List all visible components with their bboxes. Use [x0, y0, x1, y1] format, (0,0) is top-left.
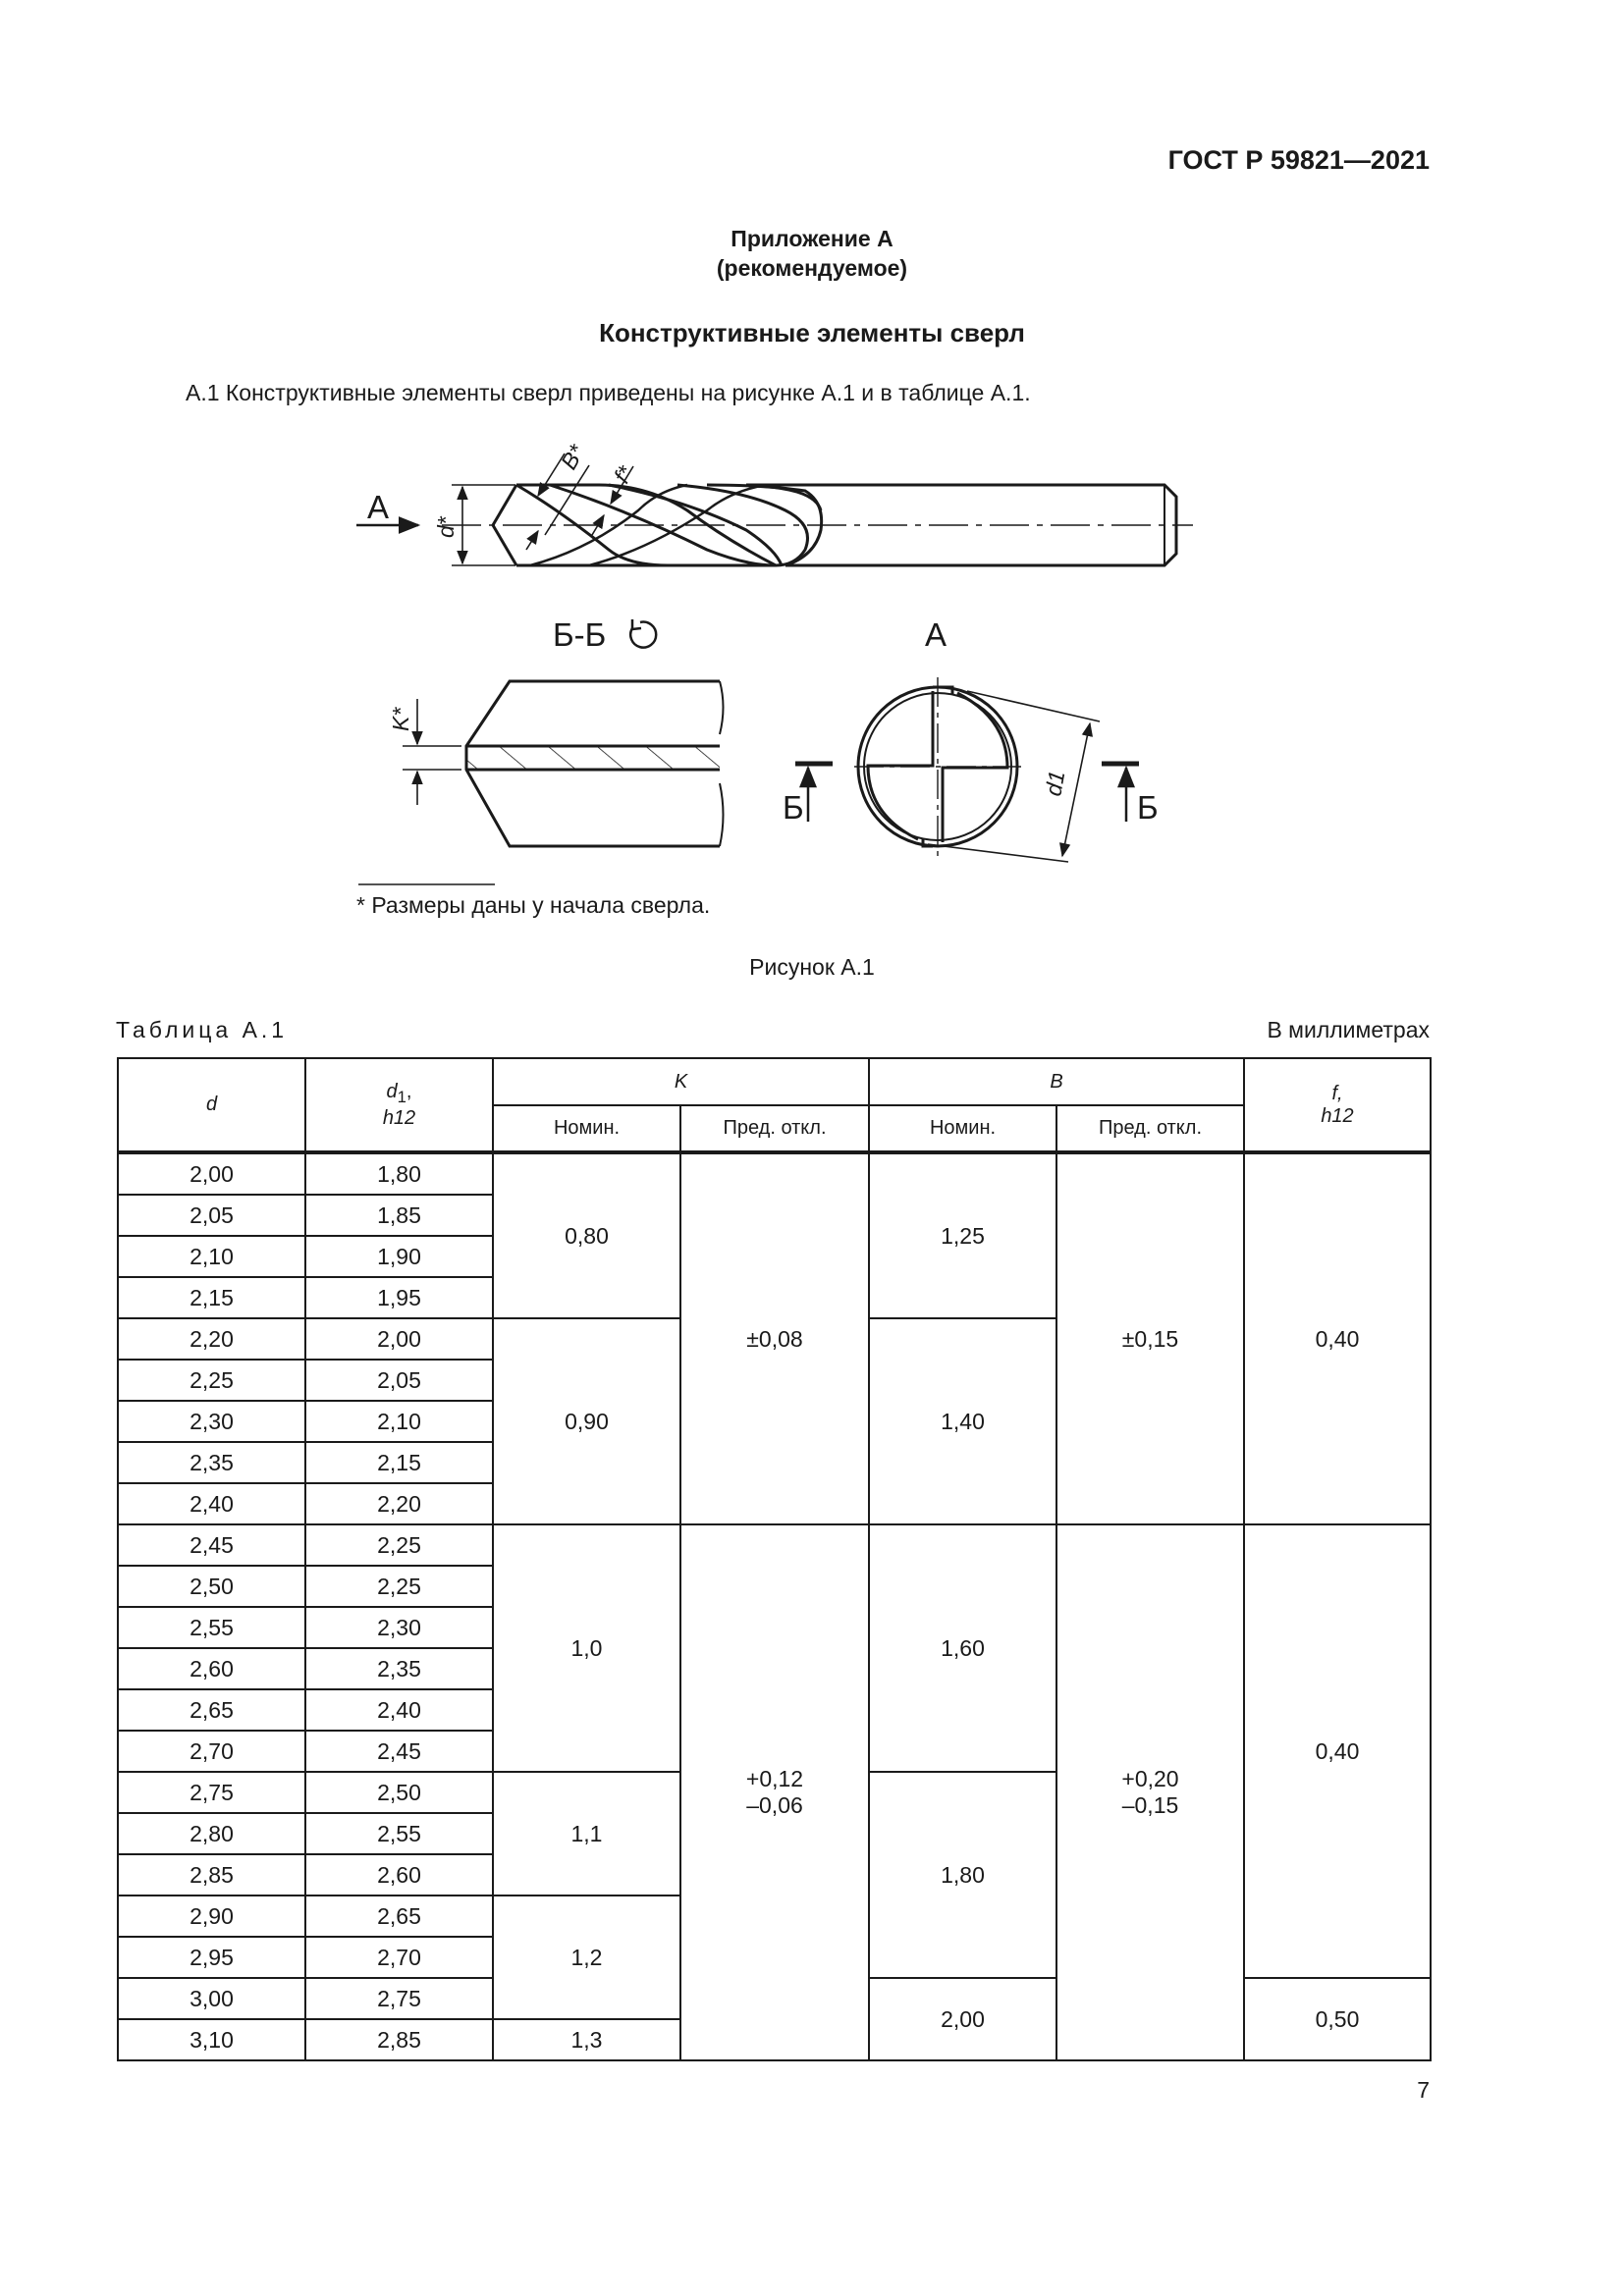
view-a-label: A [925, 616, 947, 653]
cell-d: 2,85 [118, 1854, 305, 1896]
view-a-arrow-label: A [367, 489, 390, 525]
header-f [1244, 1058, 1431, 1152]
cell-k-nom: 1,1 [493, 1772, 680, 1896]
cell-d: 2,20 [118, 1318, 305, 1360]
header-b: B [869, 1058, 1244, 1105]
cell-f: 0,40 [1244, 1152, 1431, 1524]
dim-f-label: f* [608, 461, 639, 488]
table-units: В миллиметрах [1267, 1017, 1430, 1042]
cell-k-nom: 1,2 [493, 1896, 680, 2019]
annex-title: Приложение А [731, 226, 893, 251]
cell-k-nom: 0,80 [493, 1152, 680, 1318]
cell-k-nom: 1,0 [493, 1524, 680, 1772]
table-row [118, 1152, 1431, 1195]
cell-d: 3,10 [118, 2019, 305, 2060]
cell-d1: 2,65 [305, 1896, 493, 1937]
cell-f: 0,40 [1244, 1524, 1431, 1978]
cell-b-nom: 1,80 [869, 1772, 1056, 1978]
dim-d-label: d* [433, 516, 459, 538]
cell-d1: 1,80 [305, 1152, 493, 1195]
cell-b-nom: 1,60 [869, 1524, 1056, 1772]
dim-b-label: B* [555, 440, 590, 474]
cell-d: 2,45 [118, 1524, 305, 1566]
cell-b-nom: 1,25 [869, 1152, 1056, 1318]
cell-d: 2,10 [118, 1236, 305, 1277]
cell-d: 2,90 [118, 1896, 305, 1937]
cell-d1: 2,10 [305, 1401, 493, 1442]
cell-d: 2,00 [118, 1152, 305, 1195]
cell-k-tol-upper: +0,12 [745, 1766, 804, 1791]
intro-paragraph: А.1 Конструктивные элементы сверл приведены на рисунке А.1 и в таблице А.1. [186, 380, 1031, 405]
dim-k-label: K* [388, 707, 413, 731]
cell-k-tol: ±0,08 [680, 1152, 869, 1524]
header-d1-main: d [386, 1080, 398, 1102]
cell-k-nom: 1,3 [493, 2019, 680, 2060]
cell-d1: 2,30 [305, 1607, 493, 1648]
header-b-nom: Номин. [869, 1105, 1056, 1152]
cell-d: 2,15 [118, 1277, 305, 1318]
cell-k-nom: 0,90 [493, 1318, 680, 1524]
cell-d1: 2,45 [305, 1731, 493, 1772]
cell-d: 2,30 [118, 1401, 305, 1442]
cut-plane-left-label: Б [783, 789, 804, 826]
annex-status: (рекомендуемое) [716, 255, 908, 281]
standard-code: ГОСТ Р 59821—2021 [1167, 145, 1430, 175]
cell-d: 2,55 [118, 1607, 305, 1648]
header-d1-tol: h12 [382, 1106, 416, 1129]
cell-d: 2,70 [118, 1731, 305, 1772]
header-d1 [305, 1058, 493, 1152]
header-k-nom: Номин. [493, 1105, 680, 1152]
header-f-tol: h12 [1321, 1104, 1354, 1127]
cell-d1: 2,00 [305, 1318, 493, 1360]
cell-b-tol-upper: +0,20 [1121, 1766, 1179, 1791]
view-a-drawing [795, 677, 1139, 862]
section-bb-label: Б-Б [553, 616, 607, 653]
cell-d1: 2,20 [305, 1483, 493, 1524]
cell-d: 2,75 [118, 1772, 305, 1813]
rotation-icon [630, 619, 656, 648]
header-k-tol: Пред. откл. [680, 1105, 869, 1152]
figure-footnote: * Размеры даны у начала сверла. [356, 892, 711, 918]
cell-d: 2,50 [118, 1566, 305, 1607]
cell-k-tol [680, 1524, 869, 2060]
cell-d: 2,35 [118, 1442, 305, 1483]
header-d1-sub: 1 [397, 1087, 406, 1106]
page-number: 7 [1417, 2077, 1430, 2103]
cell-d1: 2,60 [305, 1854, 493, 1896]
header-f-main: f, [1331, 1082, 1343, 1104]
cut-plane-right-label: Б [1137, 789, 1159, 826]
cell-d1: 2,75 [305, 1978, 493, 2019]
cell-d1: 2,15 [305, 1442, 493, 1483]
dim-d1-label: d1 [1040, 769, 1070, 798]
table-row [118, 1524, 1431, 1566]
section-bb-drawing [403, 681, 724, 846]
drill-dimensions-table [117, 1057, 1432, 2061]
cell-b-tol [1056, 1524, 1244, 2060]
cell-d1: 2,05 [305, 1360, 493, 1401]
cell-d1: 1,85 [305, 1195, 493, 1236]
cell-b-tol-lower: –0,15 [1121, 1792, 1179, 1818]
drill-figure [0, 412, 1624, 937]
cell-d1: 2,50 [305, 1772, 493, 1813]
drill-side-view [356, 454, 1193, 565]
header-d: d [118, 1058, 305, 1152]
cell-d1: 2,35 [305, 1648, 493, 1689]
cell-d1: 1,95 [305, 1277, 493, 1318]
figure-caption: Рисунок А.1 [749, 954, 875, 980]
table-label: Таблица А.1 [116, 1017, 289, 1042]
cell-b-tol: ±0,15 [1056, 1152, 1244, 1524]
cell-d1: 2,85 [305, 2019, 493, 2060]
cell-d1: 1,90 [305, 1236, 493, 1277]
cell-d: 2,95 [118, 1937, 305, 1978]
cell-d1: 2,25 [305, 1524, 493, 1566]
cell-d: 3,00 [118, 1978, 305, 2019]
cell-d: 2,80 [118, 1813, 305, 1854]
cell-b-nom: 1,40 [869, 1318, 1056, 1524]
cell-d1: 2,40 [305, 1689, 493, 1731]
header-d1-suffix: , [406, 1080, 412, 1102]
cell-d: 2,65 [118, 1689, 305, 1731]
cell-d: 2,40 [118, 1483, 305, 1524]
cell-b-nom: 2,00 [869, 1978, 1056, 2060]
cell-f: 0,50 [1244, 1978, 1431, 2060]
cell-d1: 2,55 [305, 1813, 493, 1854]
cell-d: 2,05 [118, 1195, 305, 1236]
cell-k-tol-lower: –0,06 [746, 1792, 803, 1818]
section-heading: Конструктивные элементы сверл [599, 318, 1025, 347]
header-b-tol: Пред. откл. [1056, 1105, 1244, 1152]
cell-d: 2,60 [118, 1648, 305, 1689]
cell-d1: 2,70 [305, 1937, 493, 1978]
header-k: K [493, 1058, 869, 1105]
cell-d1: 2,25 [305, 1566, 493, 1607]
cell-d: 2,25 [118, 1360, 305, 1401]
